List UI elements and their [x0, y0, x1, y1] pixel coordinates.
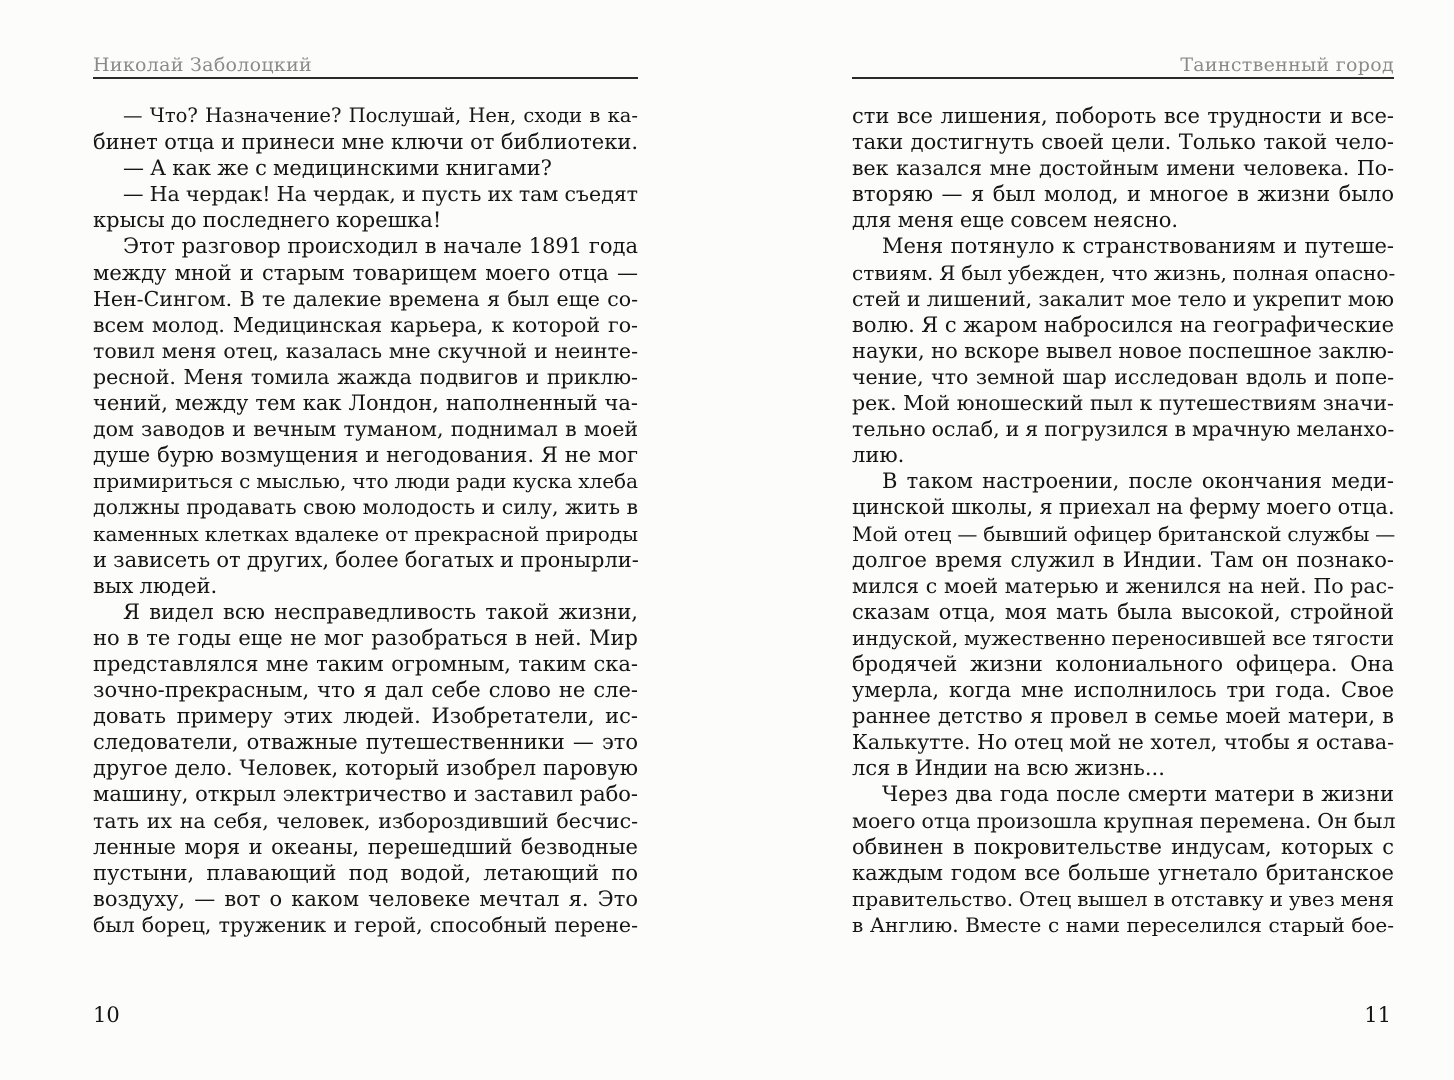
text-line: пустыни, плавающий под водой, летающий по: [93, 860, 638, 885]
text-line: индуской, мужественно переносившей все тягости: [852, 625, 1395, 650]
text-line: правительство. Отец вышел в отставку и увез меня: [852, 886, 1394, 911]
text-line: крысы до последнего корешка!: [93, 208, 442, 233]
text-line: ленные моря и океаны, перешедший безводные: [93, 834, 638, 859]
text-line: умерла, когда мне исполнилось три года. Свое: [852, 678, 1394, 703]
text-line: цинской школы, я приехал на ферму моего отца.: [852, 495, 1395, 520]
right-page: [852, 0, 1394, 1080]
text-line: раннее детство я провел в семье моей матери, в: [852, 704, 1394, 729]
text-line: — А как же с медицинскими книгами?: [123, 156, 552, 181]
text-line: вых людей.: [93, 573, 218, 598]
text-line: ресной. Меня томила жажда подвигов и приклю-: [93, 364, 638, 389]
text-line: должны продавать свою молодость и силу, жить в: [93, 495, 638, 520]
text-line: товил меня отец, казалась мне скучной и неинте-: [93, 338, 638, 363]
text-line: обвинен в покровительстве индусам, которых с: [852, 834, 1394, 859]
text-line: долгое время служил в Индии. Там он познако-: [852, 547, 1394, 572]
header-rule: [93, 77, 638, 79]
text-line: но в те годы еще не мог разобраться в ней. Мир: [93, 625, 638, 650]
text-line: Я видел всю несправедливость такой жизни,: [123, 599, 638, 624]
text-line: чений, между тем как Лондон, наполненный ча-: [93, 391, 638, 416]
page-number: 11: [1364, 1003, 1391, 1027]
text-line: Калькутте. Но отец мой не хотел, чтобы я остава-: [852, 730, 1394, 755]
text-line: стей и лишений, закалит мое тело и укрепит мою: [852, 286, 1394, 311]
text-line: бинет отца и принеси мне ключи от библиотеки.: [93, 130, 638, 155]
header-rule: [852, 77, 1394, 79]
text-line: каменных клетках вдалеке от прекрасной природы: [93, 521, 638, 546]
text-line: каждым годом все больше угнетало британское: [852, 860, 1394, 885]
text-line: тать их на себя, человек, избороздивший бесчис-: [93, 808, 638, 833]
text-line: сти все лишения, побороть все трудности и все-: [852, 104, 1394, 128]
text-line: зочно-прекрасным, что я дал себе слово не сле-: [93, 678, 638, 703]
text-line: лся в Индии на всю жизнь...: [852, 756, 1165, 781]
text-line: вторяю — я был молод, и многое в жизни было: [852, 182, 1394, 207]
text-line: век казался мне достойным имени человека. По-: [852, 156, 1394, 181]
text-line: — На чердак! На чердак, и пусть их там съедят: [123, 182, 638, 207]
text-line: всем молод. Медицинская карьера, к которой го-: [93, 312, 638, 337]
text-line: душе бурю возмущения и негодования. Я не мог: [93, 443, 638, 468]
text-line: другое дело. Человек, который изобрел паровую: [93, 756, 638, 781]
text-line: тельно ослаб, и я погрузился в мрачную меланхо-: [852, 417, 1395, 442]
text-line: Мой отец — бывший офицер британской службы —: [852, 521, 1396, 546]
text-line: примириться с мыслью, что люди ради куска хлеба: [93, 469, 638, 494]
text-line: дом заводов и вечным туманом, поднимал в моей: [93, 417, 638, 442]
text-line: представлялся мне таким огромным, таким ска-: [93, 651, 638, 676]
text-line: Нен-Сингом. В те далекие времена я был еще со-: [93, 286, 638, 311]
text-line: лию.: [852, 443, 905, 468]
body-text: [852, 103, 1394, 938]
text-line: таки достигнуть своей цели. Только такой чело-: [852, 130, 1394, 155]
text-line: чение, что земной шар исследован вдоль и попе-: [852, 364, 1394, 389]
text-line: для меня еще совсем неясно.: [852, 208, 1179, 233]
running-head-title: Таинственный город: [1180, 54, 1394, 76]
page-number: 10: [93, 1003, 120, 1027]
text-line: сказам отца, моя мать была высокой, стройной: [852, 599, 1394, 624]
text-line: мился с моей матерью и женился на ней. По рас-: [852, 573, 1394, 598]
text-line: ствиям. Я был убежден, что жизнь, полная опасно-: [852, 260, 1396, 285]
text-line: моего отца произошла крупная перемена. Он был: [852, 808, 1396, 833]
text-line: рек. Мой юношеский пыл к путешествиям значи-: [852, 391, 1394, 416]
text-line: следователи, отважные путешественники — это: [93, 730, 638, 755]
text-line: Этот разговор происходил в начале 1891 года: [123, 234, 638, 259]
left-page: [93, 0, 638, 1080]
text-line: в Англию. Вместе с нами переселился старый бое-: [852, 912, 1394, 937]
text-line: и зависеть от других, более богатых и пронырли-: [93, 547, 639, 572]
text-line: был борец, труженик и герой, способный перене-: [93, 912, 638, 937]
text-line: — Что? Назначение? Послушай, Нен, сходи в ка-: [123, 104, 638, 127]
text-line: между мной и старым товарищем моего отца —: [93, 260, 638, 285]
text-line: В таком настроении, после окончания меди-: [882, 469, 1394, 494]
text-line: Меня потянуло к странствованиям и путеше-: [882, 234, 1394, 259]
running-head-author: Николай Заболоцкий: [93, 54, 313, 76]
text-line: волю. Я с жаром набросился на географические: [852, 312, 1394, 337]
body-text: [93, 103, 638, 938]
text-line: воздуху, — вот о каком человеке мечтал я. Это: [93, 886, 638, 911]
text-line: машину, открыл электричество и заставил рабо-: [93, 782, 638, 807]
text-line: довать примеру этих людей. Изобретатели, ис-: [93, 704, 638, 729]
text-line: бродячей жизни колониального офицера. Она: [852, 651, 1394, 676]
text-line: Через два года после смерти матери в жизни: [882, 782, 1394, 807]
text-line: науки, но вскоре вывел новое поспешное заклю-: [852, 338, 1394, 363]
